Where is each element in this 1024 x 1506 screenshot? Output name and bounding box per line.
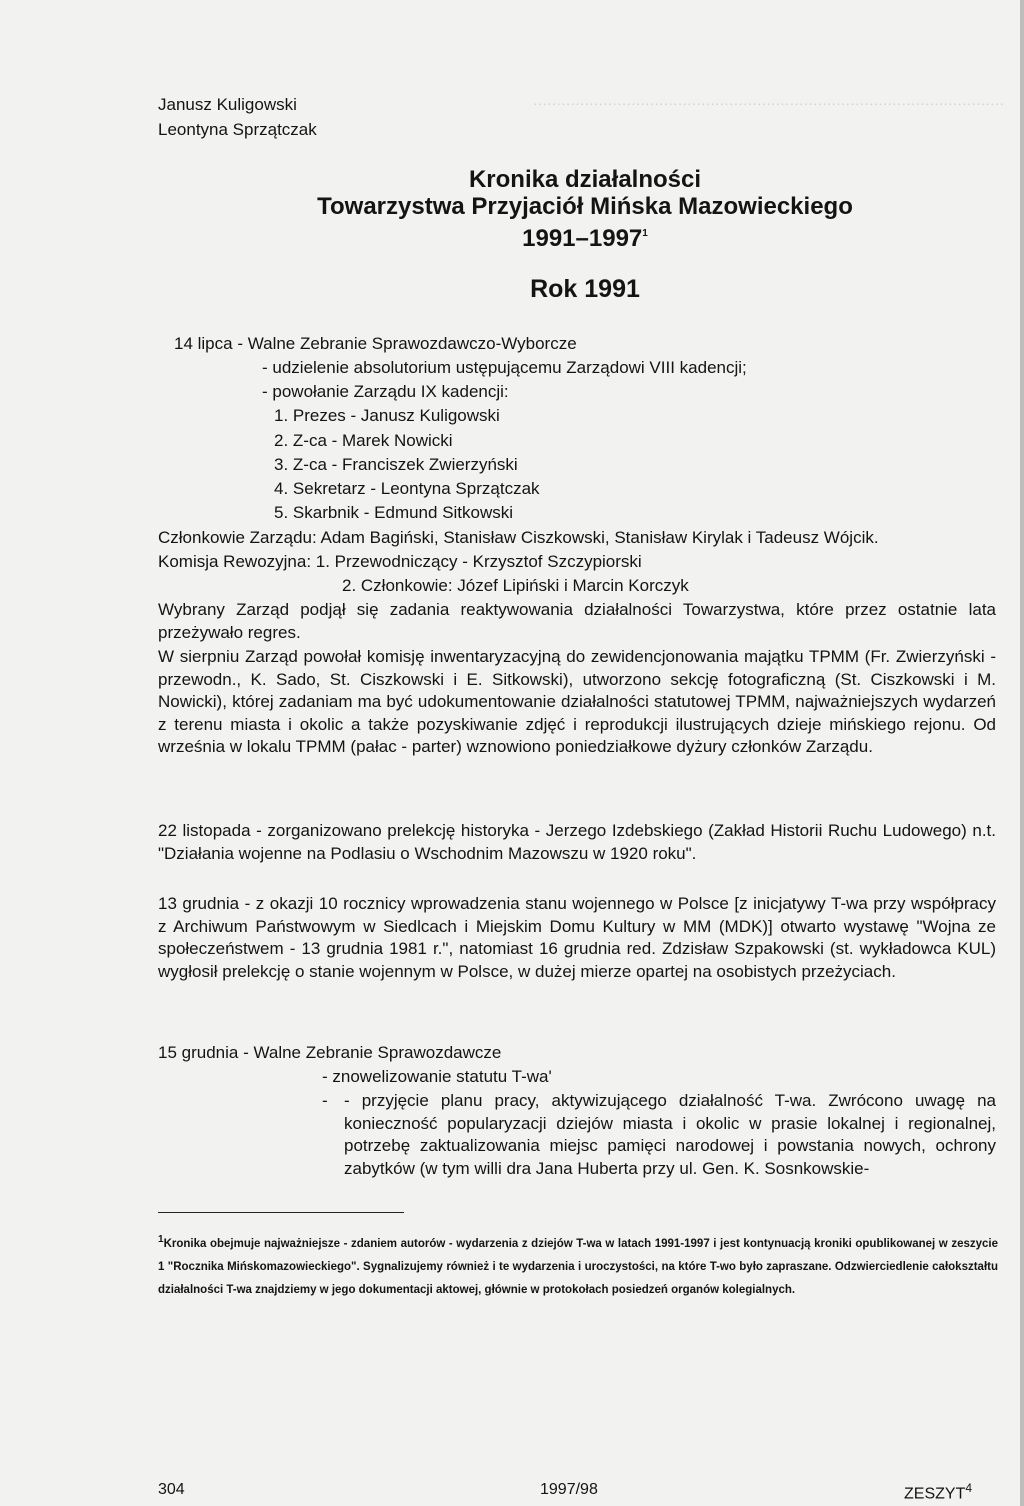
meeting-item-dash: - [322,1091,328,1110]
board-member: 3. Z-ca - Franciszek Zwierzyński [274,455,518,474]
paragraph: W sierpniu Zarząd powołał komisję inwentaryzacyjną do zewidencjonowania majątku TPMM (Fr. Zwierzyński - przewodn., K. Sado, St. Ciszkowski i E. Sitkowski), utworzono sekcję fotograficzną (St. Ciszkowski i M. Nowicki), której zadaniam ma być udokumentowanie działalności statutowej TPMM, najważniejszych wydarzeń z terenu miasta i okolic a także pozyskiwanie zdjęć i reprodukcji ilustrujących dzieje mińskiego rejonu. Od września w lokalu TPMM (pałac - parter) wznowiono poniedziałkowe dyżury członków Zarządu. [158,647,996,756]
meeting-item: - znowelizowanie statutu T-wa' [322,1067,552,1086]
footnote-rule [158,1212,404,1213]
bleed-through-text: ····································································································· [533,95,1004,111]
issue-number: 4 [965,1481,973,1495]
paragraph: 13 grudnia - z okazji 10 rocznicy wprowadzenia stanu wojennego w Polsce [z inicjatywy T-wa przy współpracy z Archiwum Państwowym w Siedlcach i Miejskim Domu Kultury w MM (MDK)] otwarto wystawę "Wojna ze społeczeństwem - 13 grudnia 1981 r.", natomiast 16 grudnia red. Zdzisław Szpakowski (st. wykładowca KUL) wygłosił prelekcję o stanie wojennym w Polsce, w dużej mierze opartej na osobistych przeżyciach. [158,894,996,981]
board-member: 1. Prezes - Janusz Kuligowski [274,406,500,425]
title-line: Kronika działalności [468,166,702,193]
footnote [158,1228,998,1302]
footnote-reference[interactable]: 1 [642,228,648,239]
footnote-text: Kronika obejmuje najważniejsze - zdaniem autorów - wydarzenia z dziejów T-wa w latach 1991-1997 i jest kontynuacją kroniki opublikowanej w zeszycie 1 "Rocznika Mińskomazowieckiego". Sygnalizujemy również i te wydarzenia i uroczystości, na które T-wo było zapraszane. Odzwierciedlenie całokształtu działalności T-wa znajdziemy w jego dokumentacji aktowej, głównie w protokołach posiedzeń organów kolegialnych. [158,1238,998,1296]
title-years-text: 1991–1997 [522,225,643,252]
paragraph: 22 listopada - zorganizowano prelekcję historyka - Jerzego Izdebskiego (Zakład Historii Ruchu Ludowego) n.t. "Działania wojenne na Podlasiu o Wschodnim Mazowszu w 1920 roku". [158,821,996,863]
article-title [160,166,1010,252]
author-name: Leontyna Sprzątczak [158,120,317,139]
audit-committee-members: 2. Członkowie: Józef Lipiński i Marcin Korczyk [342,576,689,595]
meeting-item: - przyjęcie planu pracy, aktywizującego działalność T-wa. Zwrócono uwagę na konieczność popularyzacji dziejów miasta i okolic w prasie lokalnej i regionalnej, potrzebę zaktualizowania miejsc pamięci narodowej i powstania nowych, ochrony zabytków (w tym willi dra Jana Huberta przy ul. Gen. K. Sosnkowskie- [344,1091,996,1178]
page-number: 304 [158,1481,185,1498]
volume-label: 1997/98 [540,1481,598,1498]
meeting-lead: 15 grudnia - Walne Zebranie Sprawozdawcze [158,1043,502,1062]
author-name: Janusz Kuligowski [158,95,297,114]
board-member: 5. Skarbnik - Edmund Sitkowski [274,503,514,522]
meeting-lead: 14 lipca - Walne Zebranie Sprawozdawczo-Wyborcze [174,334,577,353]
meeting-item: - powołanie Zarządu IX kadencji: [262,382,509,401]
title-line: Towarzystwa Przyjaciół Mińska Mazowieckiego [317,193,853,220]
title-years [160,220,1010,252]
issue-label [904,1481,972,1503]
paragraph: Wybrany Zarząd podjął się zadania reaktywowania działalności Towarzystwa, które przez ostatnie lata przeżywało regres. [158,600,996,642]
authors [158,92,317,142]
board-member: 4. Sekretarz - Leontyna Sprzątczak [274,479,540,498]
footnote-number: 1 [158,1234,164,1245]
board-members-line: Członkowie Zarządu: Adam Bagiński, Stanisław Ciszkowski, Stanisław Kirylak i Tadeusz Wójcik. [158,528,879,547]
issue-text: ZESZYT [904,1485,966,1503]
board-member: 2. Z-ca - Marek Nowicki [274,431,453,450]
audit-committee-chair: Komisja Rewozyjna: 1. Przewodniczący - Krzysztof Szczypiorski [158,552,642,571]
year-heading: Rok 1991 [530,275,640,303]
meeting-item: - udzielenie absolutorium ustępującemu Zarządowi VIII kadencji; [262,358,747,377]
page-edge [1020,0,1024,1506]
